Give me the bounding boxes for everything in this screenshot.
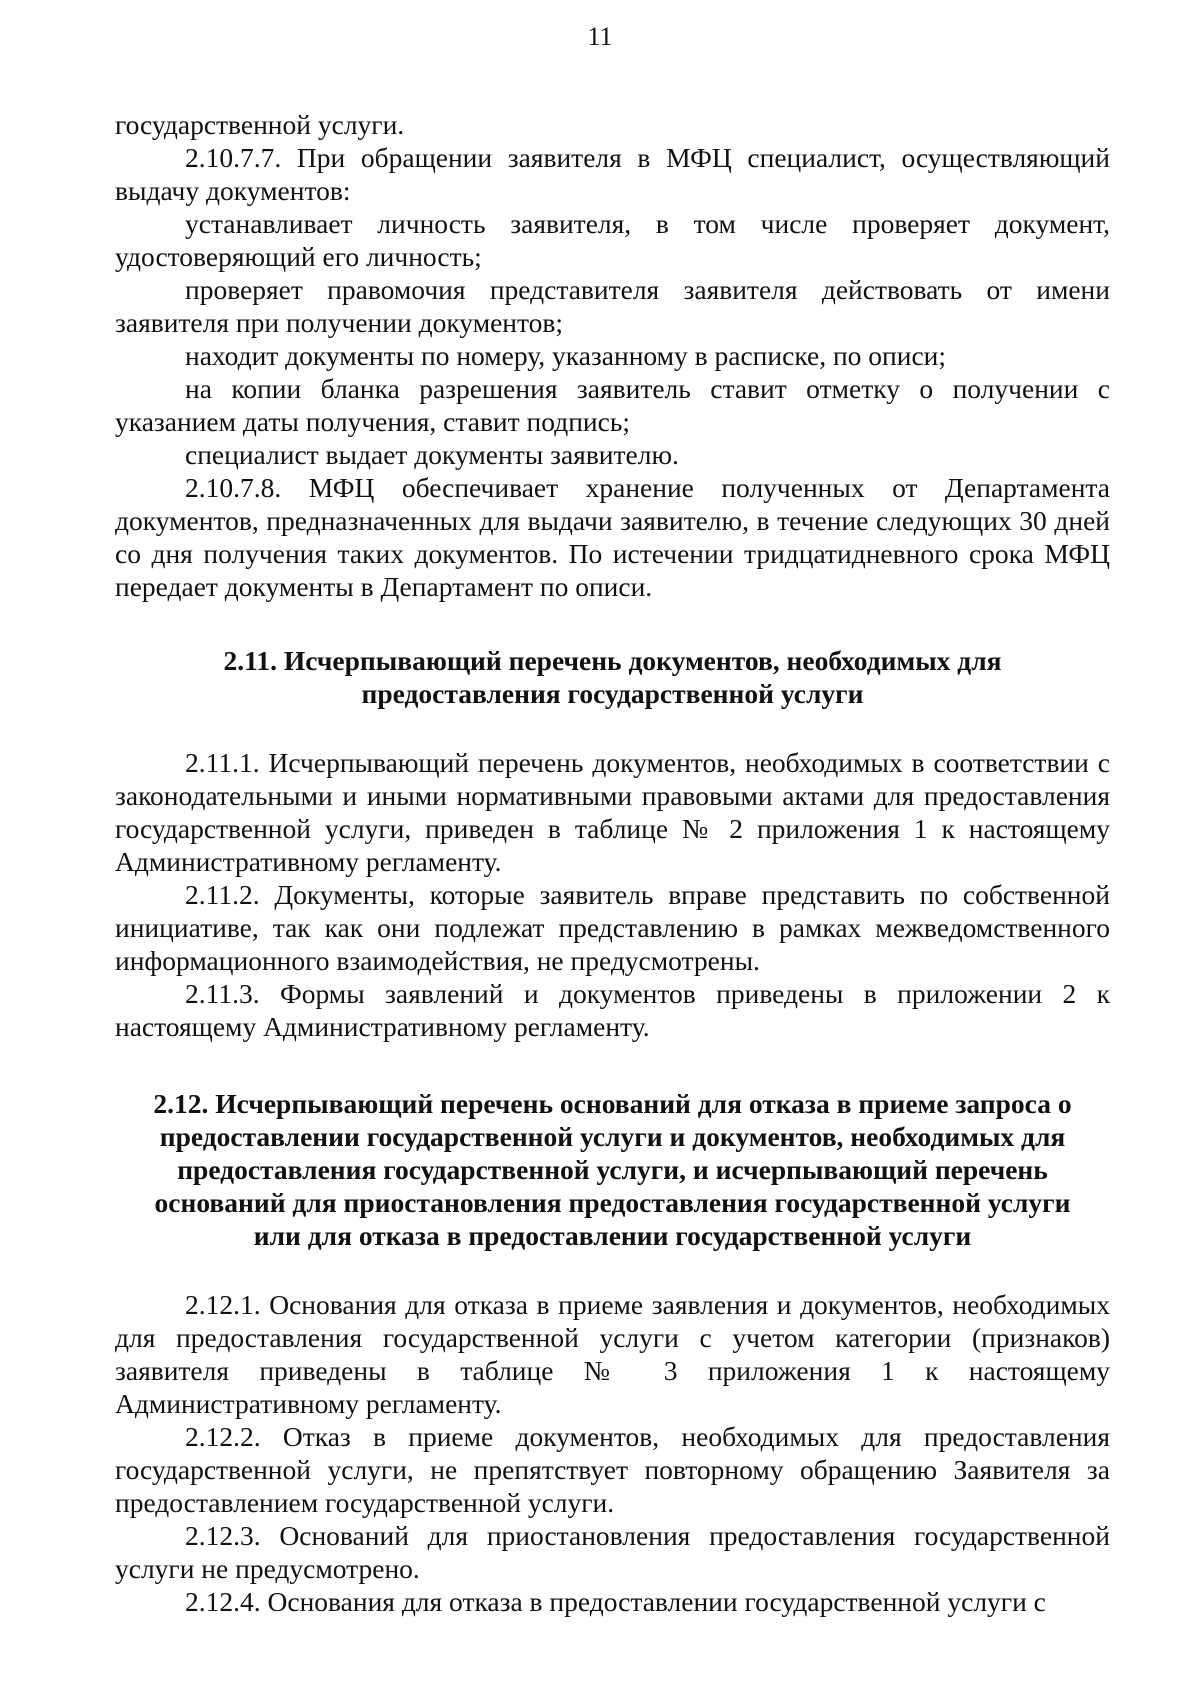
heading-line: 2.12. Исчерпывающий перечень оснований для отказа в приеме запроса о [153, 1088, 1072, 1119]
heading-line: предоставления государственной услуги [361, 678, 864, 709]
section-heading-2-12 [115, 1087, 1110, 1252]
heading-line: оснований для приостановления предоставления государственной услуги [154, 1187, 1071, 1218]
paragraph-2-11-3: 2.11.3. Формы заявлений и документов приведены в приложении 2 к настоящему Административному регламенту. [115, 978, 1110, 1042]
paragraph-2-10-7-8: 2.10.7.8. МФЦ обеспечивает хранение полученных от Департамента документов, предназначенных для выдачи заявителю, в течение следующих 30 дней со дня получения таких документов. По истечении тридцатидневного срока МФЦ передает документы в Департамент по описи. [115, 472, 1110, 602]
paragraph-2-11-1: 2.11.1. Исчерпывающий перечень документов, необходимых в соответствии с законодательными и иными нормативными правовыми актами для предоставления государственной услуги, приведен в таблице № 2 приложения 1 к настоящему Административному регламенту. [115, 747, 1110, 877]
list-item: находит документы по номеру, указанному в расписке, по описи; [185, 340, 947, 371]
paragraph-2-10-7-7: 2.10.7.7. При обращении заявителя в МФЦ специалист, осуществляющий выдачу документов: [115, 142, 1110, 206]
heading-line: или для отказа в предоставлении государственной услуги [253, 1220, 972, 1251]
paragraph-2-11-2: 2.11.2. Документы, которые заявитель вправе представить по собственной инициативе, так как они подлежат представлению в рамках межведомственного информационного взаимодействия, не предусмотрены. [115, 879, 1110, 976]
list-item: специалист выдает документы заявителю. [185, 439, 679, 470]
list-item: устанавливает личность заявителя, в том числе проверяет документ, удостоверяющий его личность; [115, 208, 1110, 272]
paragraph-2-12-1: 2.12.1. Основания для отказа в приеме заявления и документов, необходимых для предоставления государственной услуги с учетом категории (признаков) заявителя приведены в таблице № 3 приложения 1 к настоящему Административному регламенту. [115, 1289, 1110, 1419]
heading-line: предоставлении государственной услуги и документов, необходимых для [159, 1121, 1066, 1152]
page-content [115, 108, 1110, 1618]
list-item: на копии бланка разрешения заявитель ставит отметку о получении с указанием даты получения, ставит подпись; [115, 373, 1110, 437]
heading-line: 2.11. Исчерпывающий перечень документов, необходимых для [223, 645, 1002, 676]
paragraph-2-12-4: 2.12.4. Основания для отказа в предоставлении государственной услуги с [185, 1586, 1046, 1617]
page-number: 11 [587, 22, 613, 51]
list-item: проверяет правомочия представителя заявителя действовать от имени заявителя при получении документов; [115, 274, 1110, 338]
paragraph-2-12-2: 2.12.2. Отказ в приеме документов, необходимых для предоставления государственной услуги, не препятствует повторному обращению Заявителя за предоставлением государственной услуги. [115, 1421, 1110, 1518]
section-heading-2-11 [115, 644, 1110, 710]
paragraph-2-12-3: 2.12.3. Оснований для приостановления предоставления государственной услуги не предусмотрено. [115, 1520, 1110, 1584]
continuation-text: государственной услуги. [115, 109, 405, 140]
heading-line: предоставления государственной услуги, и исчерпывающий перечень [177, 1154, 1048, 1185]
